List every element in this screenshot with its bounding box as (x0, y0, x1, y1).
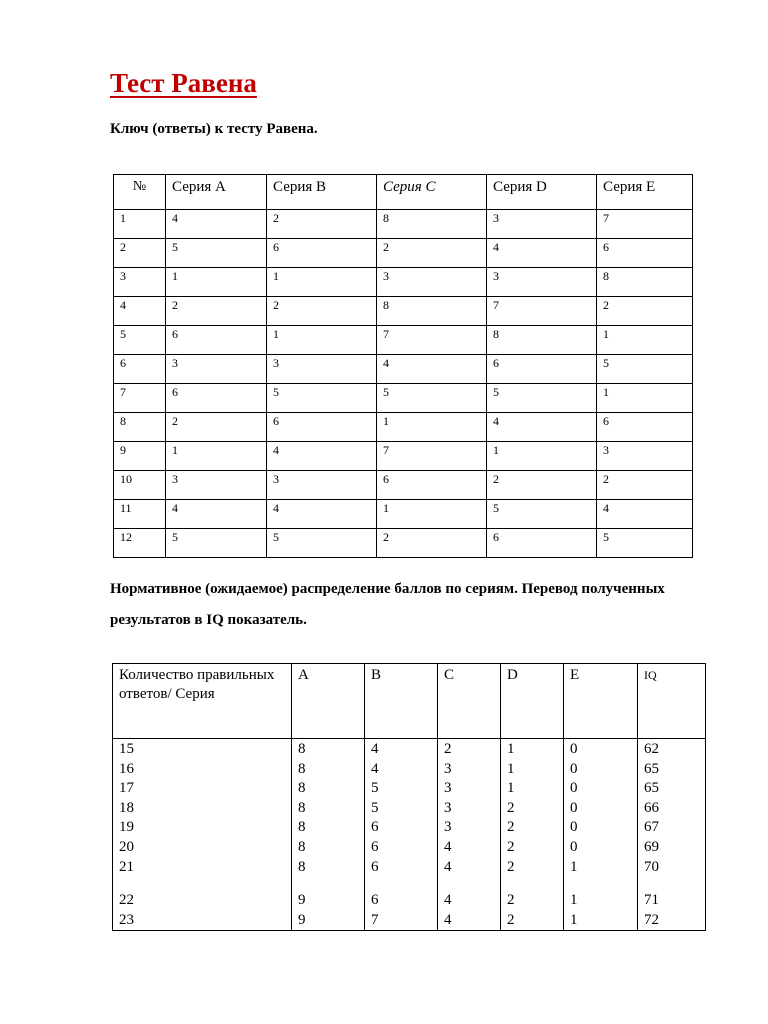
norm-value: 5 (371, 780, 379, 797)
norm-value: 20 (119, 838, 134, 855)
table-cell: 2 (114, 239, 166, 268)
norm-description: Нормативное (ожидаемое) распределение баллов по сериям. Перевод полученных результатов в IQ показатель. (110, 581, 665, 628)
header-series-c: Серия C (377, 175, 487, 210)
norm-column-series-b (365, 739, 438, 931)
norm-value: 4 (444, 911, 452, 928)
norm-column-series-c (438, 739, 501, 931)
norm-value: 4 (444, 892, 452, 909)
norm-value: 3 (444, 819, 452, 836)
table-cell: 6 (487, 529, 597, 558)
norm-value: 17 (119, 780, 134, 797)
table-cell: 3 (267, 355, 377, 384)
norm-value: 9 (298, 911, 306, 928)
row-gap (507, 877, 563, 891)
norm-value: 1 (570, 911, 578, 928)
table-cell: 10 (114, 471, 166, 500)
page-title: Тест Равена (110, 68, 257, 98)
table-cell: 8 (377, 210, 487, 239)
table-cell: 3 (267, 471, 377, 500)
table-cell: 4 (267, 500, 377, 529)
norm-value: 4 (444, 858, 452, 875)
row-gap (570, 877, 637, 891)
table-cell: 5 (166, 529, 267, 558)
table-row (114, 471, 693, 500)
norm-value: 6 (371, 838, 379, 855)
header-correct-answers: Количество правильных ответов/ Серия (113, 664, 292, 739)
norm-value: 3 (444, 780, 452, 797)
table-row (114, 297, 693, 326)
norm-value: 0 (570, 799, 578, 816)
norm-value: 16 (119, 760, 134, 777)
table-cell: 5 (597, 355, 693, 384)
table-cell: 2 (377, 529, 487, 558)
norm-data-row (113, 739, 706, 931)
table-cell: 1 (377, 413, 487, 442)
table-cell: 4 (487, 239, 597, 268)
table-cell: 4 (377, 355, 487, 384)
norm-value: 3 (444, 799, 452, 816)
norm-value: 66 (644, 799, 659, 816)
header-series-d: Серия D (487, 175, 597, 210)
header-b: B (365, 664, 438, 739)
table-cell: 2 (597, 471, 693, 500)
table-cell: 2 (377, 239, 487, 268)
table-cell: 3 (487, 268, 597, 297)
row-gap (444, 877, 500, 891)
norm-value: 71 (644, 892, 659, 909)
header-iq: IQ (638, 664, 706, 739)
answer-key-table (113, 174, 693, 558)
key-subtitle: Ключ (ответы) к тесту Равена. (110, 121, 318, 137)
table-cell: 1 (267, 326, 377, 355)
norm-value: 4 (371, 741, 379, 757)
norm-value: 8 (298, 760, 306, 777)
norm-table (112, 663, 706, 931)
table-cell: 3 (487, 210, 597, 239)
row-gap (298, 877, 364, 891)
answer-key-header-row (114, 175, 693, 210)
header-d: D (501, 664, 564, 739)
table-cell: 2 (166, 297, 267, 326)
norm-value: 5 (371, 799, 379, 816)
header-series-e: Серия E (597, 175, 693, 210)
norm-value: 21 (119, 858, 134, 875)
norm-value: 8 (298, 780, 306, 797)
norm-value: 6 (371, 858, 379, 875)
table-cell: 5 (487, 500, 597, 529)
norm-value: 19 (119, 819, 134, 836)
norm-value: 1 (507, 780, 515, 797)
norm-value: 3 (444, 760, 452, 777)
row-gap (119, 877, 291, 891)
norm-value: 8 (298, 858, 306, 875)
table-cell: 11 (114, 500, 166, 529)
norm-value: 6 (371, 819, 379, 836)
norm-value: 1 (507, 760, 515, 777)
table-cell: 6 (377, 471, 487, 500)
table-row (114, 210, 693, 239)
table-row (114, 384, 693, 413)
table-cell: 2 (487, 471, 597, 500)
table-cell: 4 (114, 297, 166, 326)
norm-value: 0 (570, 819, 578, 836)
header-c: C (438, 664, 501, 739)
norm-value: 2 (507, 819, 515, 836)
table-cell: 3 (597, 442, 693, 471)
table-cell: 5 (114, 326, 166, 355)
table-cell: 6 (166, 326, 267, 355)
norm-value: 67 (644, 819, 659, 836)
table-cell: 1 (166, 268, 267, 297)
norm-value: 23 (119, 911, 134, 928)
table-cell: 4 (166, 210, 267, 239)
table-cell: 7 (114, 384, 166, 413)
table-cell: 6 (166, 384, 267, 413)
table-cell: 8 (597, 268, 693, 297)
norm-value: 62 (644, 741, 659, 757)
table-cell: 5 (377, 384, 487, 413)
norm-value: 9 (298, 892, 306, 909)
norm-value: 4 (444, 838, 452, 855)
norm-column-iq (638, 739, 706, 931)
header-series-a: Серия A (166, 175, 267, 210)
norm-value: 8 (298, 741, 306, 757)
table-cell: 2 (267, 297, 377, 326)
norm-value: 2 (444, 741, 452, 757)
norm-value: 70 (644, 858, 659, 875)
row-gap (371, 877, 437, 891)
table-cell: 12 (114, 529, 166, 558)
table-cell: 1 (377, 500, 487, 529)
table-cell: 7 (377, 442, 487, 471)
norm-value: 2 (507, 838, 515, 855)
header-series-b: Серия B (267, 175, 377, 210)
table-row (114, 413, 693, 442)
table-cell: 3 (166, 355, 267, 384)
norm-column-correct-count (113, 739, 292, 931)
norm-value: 65 (644, 780, 659, 797)
norm-header-row (113, 664, 706, 739)
table-cell: 5 (267, 529, 377, 558)
table-cell: 8 (114, 413, 166, 442)
table-cell: 4 (487, 413, 597, 442)
table-cell: 8 (487, 326, 597, 355)
norm-value: 1 (507, 741, 515, 757)
table-cell: 1 (597, 326, 693, 355)
table-row (114, 239, 693, 268)
norm-value: 8 (298, 819, 306, 836)
table-cell: 5 (597, 529, 693, 558)
norm-value: 1 (570, 858, 578, 875)
norm-value: 72 (644, 911, 659, 928)
table-row (114, 355, 693, 384)
table-cell: 4 (267, 442, 377, 471)
table-cell: 7 (377, 326, 487, 355)
norm-value: 2 (507, 799, 515, 816)
table-cell: 3 (114, 268, 166, 297)
table-cell: 7 (487, 297, 597, 326)
norm-column-series-d (501, 739, 564, 931)
norm-column-series-e (564, 739, 638, 931)
table-cell: 3 (377, 268, 487, 297)
norm-value: 15 (119, 741, 134, 757)
table-row (114, 529, 693, 558)
norm-value: 2 (507, 892, 515, 909)
table-cell: 5 (267, 384, 377, 413)
table-cell: 8 (377, 297, 487, 326)
norm-value: 8 (298, 799, 306, 816)
norm-value: 0 (570, 741, 578, 757)
norm-value: 65 (644, 760, 659, 777)
table-cell: 4 (166, 500, 267, 529)
table-row (114, 500, 693, 529)
norm-value: 1 (570, 892, 578, 909)
norm-value: 0 (570, 838, 578, 855)
table-cell: 3 (166, 471, 267, 500)
table-cell: 1 (114, 210, 166, 239)
norm-value: 0 (570, 780, 578, 797)
table-cell: 6 (597, 239, 693, 268)
table-cell: 4 (597, 500, 693, 529)
table-cell: 5 (487, 384, 597, 413)
table-row (114, 326, 693, 355)
table-cell: 9 (114, 442, 166, 471)
header-number: № (114, 175, 166, 210)
table-cell: 1 (597, 384, 693, 413)
header-e: E (564, 664, 638, 739)
table-cell: 2 (267, 210, 377, 239)
table-cell: 6 (114, 355, 166, 384)
norm-column-series-a (292, 739, 365, 931)
norm-value: 6 (371, 892, 379, 909)
norm-value: 22 (119, 892, 134, 909)
row-gap (644, 877, 705, 891)
header-a: A (292, 664, 365, 739)
table-cell: 1 (487, 442, 597, 471)
norm-value: 69 (644, 838, 659, 855)
table-cell: 2 (166, 413, 267, 442)
table-cell: 1 (267, 268, 377, 297)
table-cell: 1 (166, 442, 267, 471)
table-row (114, 442, 693, 471)
norm-value: 8 (298, 838, 306, 855)
table-cell: 7 (597, 210, 693, 239)
table-cell: 6 (267, 413, 377, 442)
table-row (114, 268, 693, 297)
norm-value: 0 (570, 760, 578, 777)
table-cell: 2 (597, 297, 693, 326)
table-cell: 6 (267, 239, 377, 268)
table-cell: 5 (166, 239, 267, 268)
norm-value: 7 (371, 911, 379, 928)
table-cell: 6 (487, 355, 597, 384)
norm-value: 2 (507, 911, 515, 928)
table-cell: 6 (597, 413, 693, 442)
norm-value: 4 (371, 760, 379, 777)
norm-value: 18 (119, 799, 134, 816)
norm-value: 2 (507, 858, 515, 875)
